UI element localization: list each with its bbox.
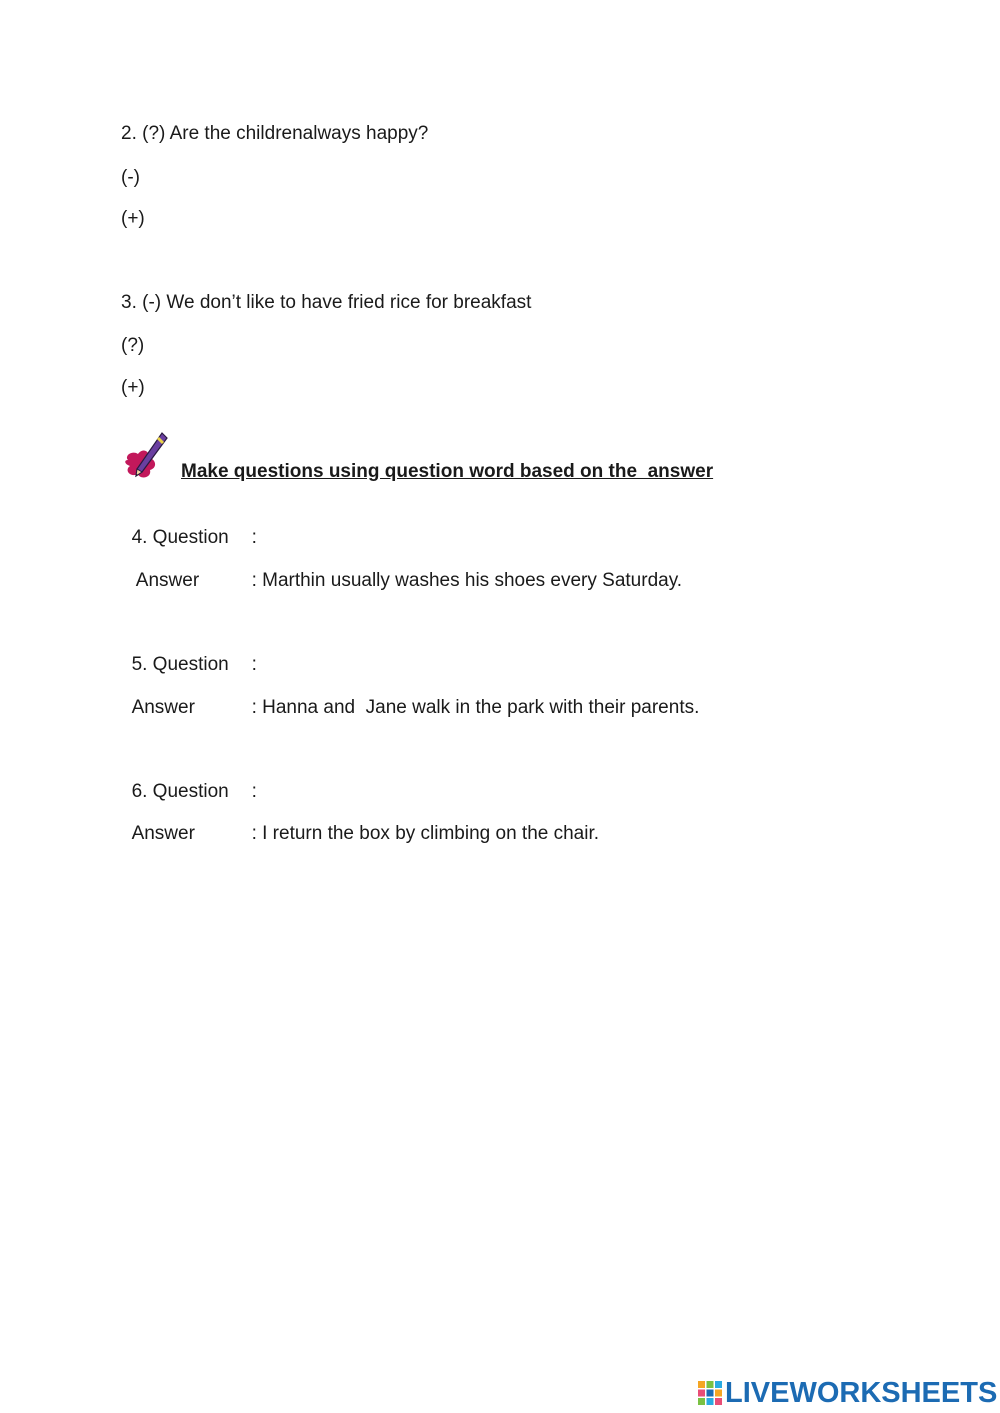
liveworksheets-mark-icon xyxy=(697,1380,723,1406)
section-heading: Make questions using question word based on the answer xyxy=(181,461,714,482)
liveworksheets-logo-text: LIVEWORKSHEETS xyxy=(725,1377,998,1409)
item-6-answer-row xyxy=(121,798,599,846)
liveworksheets-logo xyxy=(697,1378,997,1408)
item-4-question-separator: : xyxy=(251,527,257,548)
item-4-answer-row xyxy=(121,545,682,593)
item-4-question-row xyxy=(121,502,257,550)
exercise-3-question-label: (?) xyxy=(121,335,145,356)
item-6-answer-label: Answer xyxy=(131,823,195,844)
item-6-question-label: 6. Question xyxy=(131,781,229,802)
exercise-2-positive-label: (+) xyxy=(121,208,145,229)
exercise-2-negative-label: (-) xyxy=(121,167,140,188)
item-5-question-label: 5. Question xyxy=(131,654,229,675)
item-5-answer-label: Answer xyxy=(131,697,195,718)
item-6-question-row xyxy=(121,756,257,804)
item-5-question-separator: : xyxy=(251,654,257,675)
item-4-answer-text: : Marthin usually washes his shoes every Saturday. xyxy=(251,570,683,591)
item-4-answer-label: Answer xyxy=(131,570,200,591)
exercise-3-prompt: 3. (-) We don’t like to have fried rice for breakfast xyxy=(121,292,532,313)
exercise-3-positive-label: (+) xyxy=(121,377,145,398)
pen-icon xyxy=(122,430,170,482)
item-4-question-label: 4. Question xyxy=(131,527,229,548)
item-6-answer-text: : I return the box by climbing on the chair. xyxy=(251,823,600,844)
item-5-question-row xyxy=(121,629,257,677)
item-6-question-separator: : xyxy=(251,781,257,802)
item-5-answer-text: : Hanna and Jane walk in the park with their parents. xyxy=(251,697,700,718)
item-5-answer-row xyxy=(121,672,699,720)
exercise-2-prompt: 2. (?) Are the childrenalways happy? xyxy=(121,123,429,144)
